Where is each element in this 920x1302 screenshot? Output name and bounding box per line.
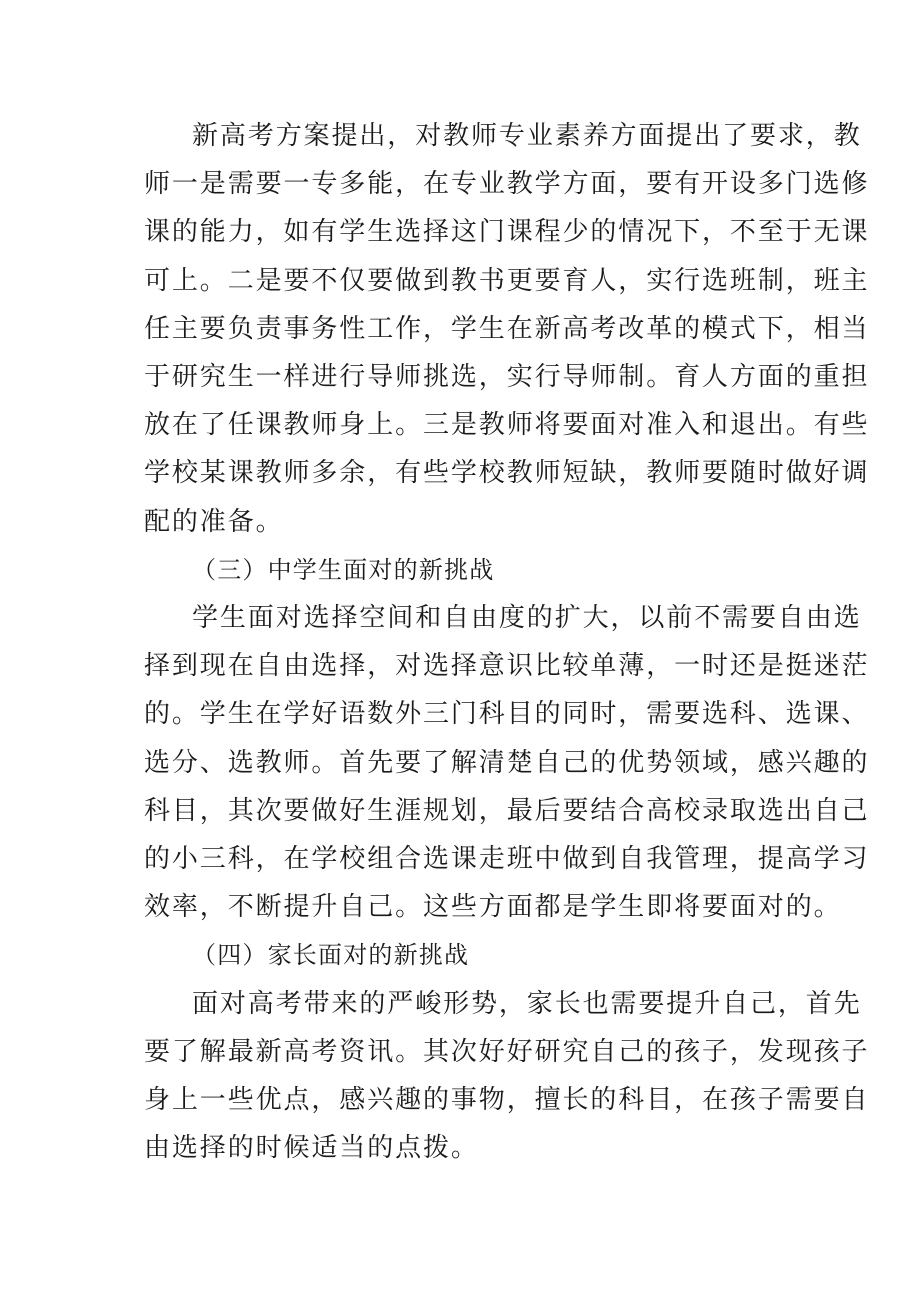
- text-line: 的小三科，在学校组合选课走班中做到自我管理，提高学习: [144, 844, 870, 875]
- text-line: 面对高考带来的严峻形势，家长也需要提升自己，首先: [192, 988, 862, 1019]
- text-line: 学生面对选择空间和自由度的扩大，以前不需要自由选: [192, 603, 862, 634]
- text-line: 的。学生在学好语数外三门科目的同时，需要选科、选课、: [144, 699, 870, 730]
- paragraph-teacher-requirements: [144, 112, 870, 546]
- text-line: 可上。二是要不仅要做到教书更要育人，实行选班制，班主: [144, 265, 870, 296]
- text-line: 学校某课教师多余，有些学校教师短缺，教师要随时做好调: [144, 458, 870, 489]
- text-line: 师一是需要一专多能，在专业教学方面，要有开设多门选修: [144, 169, 870, 200]
- text-line: 科目，其次要做好生涯规划，最后要结合高校录取选出自己: [144, 795, 870, 826]
- section-heading-students: （三）中学生面对的新挑战: [192, 555, 495, 584]
- text-line: 课的能力，如有学生选择这门课程少的情况下，不至于无课: [144, 217, 870, 248]
- text-line: 任主要负责事务性工作，学生在新高考改革的模式下，相当: [144, 313, 870, 344]
- text-line: 择到现在自由选择，对选择意识比较单薄，一时还是挺迷茫: [144, 651, 870, 682]
- text-line: 效率，不断提升自己。这些方面都是学生即将要面对的。: [144, 892, 842, 923]
- text-line: 新高考方案提出，对教师专业素养方面提出了要求，教: [192, 121, 862, 151]
- text-line: 于研究生一样进行导师挑选，实行导师制。育人方面的重担: [144, 362, 870, 393]
- text-line: 放在了任课教师身上。三是教师将要面对准入和退出。有些: [144, 410, 870, 441]
- document-page: [144, 112, 870, 1172]
- text-line: 由选择的时候适当的点拨。: [144, 1133, 479, 1164]
- section-heading-parents: （四）家长面对的新挑战: [192, 941, 470, 970]
- text-line: 配的准备。: [144, 506, 284, 537]
- paragraph-student-challenges: [144, 594, 870, 931]
- text-line: 身上一些优点，感兴趣的事物，擅长的科目，在孩子需要自: [144, 1085, 870, 1116]
- text-line: 选分、选教师。首先要了解清楚自己的优势领域，感兴趣的: [144, 747, 870, 778]
- paragraph-parent-challenges: [144, 980, 870, 1173]
- text-line: 要了解最新高考资讯。其次好好研究自己的孩子，发现孩子: [144, 1036, 870, 1067]
